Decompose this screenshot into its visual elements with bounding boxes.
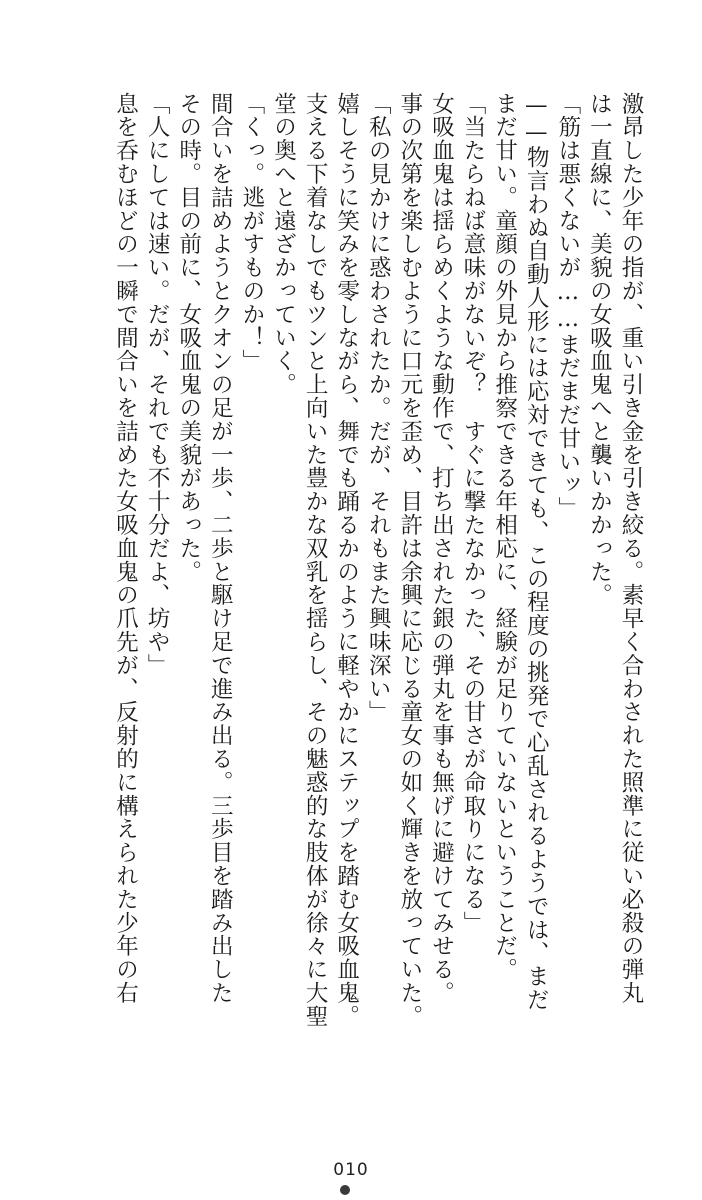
text-line: 女吸血鬼は揺らめくような動作で、打ち出された銀の弾丸を事も無げに避けてみせる。 <box>428 92 455 1005</box>
text-line: 支える下着なしでもツンと上向いた豊かな双乳を揺らし、その魅惑的な肢体が徐々に大聖 <box>302 92 329 1028</box>
text-line: 「当たらねば意味がないぞ？ すぐに撃たなかった、その甘さが命取りになる」 <box>460 92 487 935</box>
body-text <box>46 92 646 1032</box>
text-line: その時。目の前に、女吸血鬼の美貌があった。 <box>175 92 202 584</box>
text-line: 「くっ。逃がすものか！」 <box>238 92 265 373</box>
page-number: 010 <box>333 1160 369 1180</box>
text-line: は一直線に、美貌の女吸血鬼へと襲いかかった。 <box>586 92 613 607</box>
text-line: まだ甘い。童顔の外見から推察できる年相応に、経験が足りていないということだ。 <box>491 92 518 982</box>
text-line: 「筋は悪くないが……まだまだ甘いッ」 <box>554 92 581 521</box>
text-line: 事の次第を楽しむように口元を歪め、目許は余興に応じる童女の如く輝きを放っていた。 <box>396 92 423 1028</box>
page-marker-dot-icon <box>340 1185 350 1195</box>
text-line: 息を呑むほどの一瞬で間合いを詰めた女吸血鬼の爪先が、反射的に構えられた少年の右 <box>112 92 139 1005</box>
text-line: ——物言わぬ自動人形には応対できても、この程度の挑発で心乱されるようでは、まだ <box>523 92 550 1012</box>
text-line: 「人にしては速い。だが、それでも不十分だよ、坊や」 <box>144 92 171 677</box>
text-line: 「私の見かけに惑わされたか。だが、それもまた興味深い」 <box>365 92 392 724</box>
text-line: 激昂した少年の指が、重い引き金を引き絞る。素早く合わされた照準に従い必殺の弾丸 <box>618 92 644 1005</box>
text-line: 間合いを詰めようとクオンの足が一歩、二歩と駆け足で進み出る。三歩目を踏み出した <box>207 92 234 1005</box>
text-line: 堂の奥へと遠ざかっていく。 <box>270 92 297 397</box>
text-line: 嬉しそうに笑みを零しながら、舞でも踊るかのように軽やかにステップを踏む女吸血鬼。 <box>333 92 360 1028</box>
